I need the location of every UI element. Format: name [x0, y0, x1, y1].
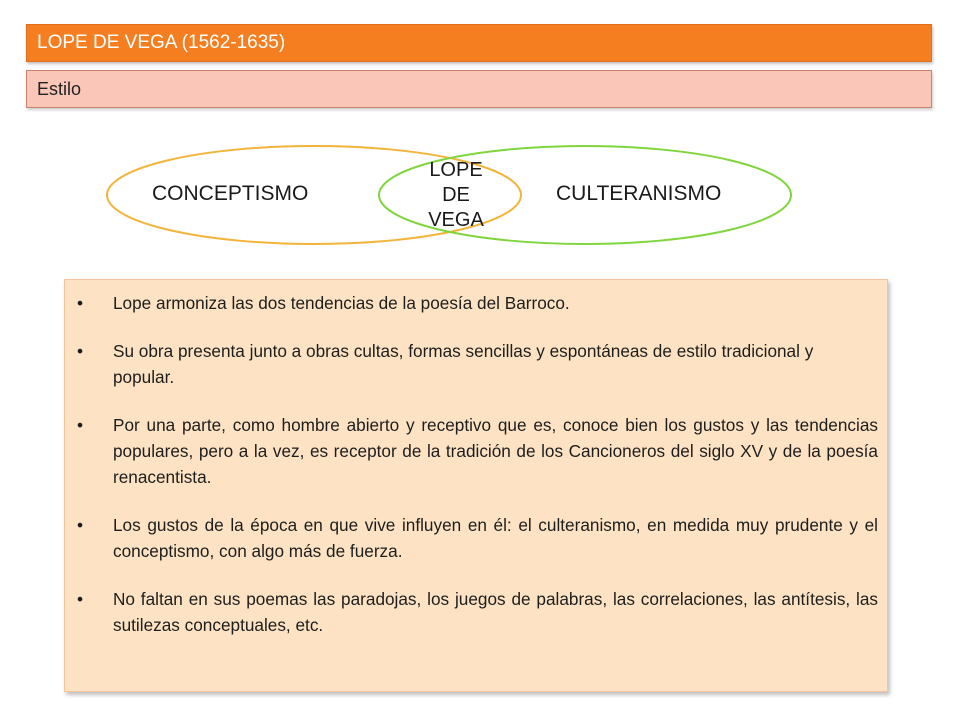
content-box: [64, 279, 888, 692]
slide-title: LOPE DE VEGA (1562-1635): [37, 32, 286, 53]
venn-center-label: [418, 158, 494, 233]
bullet-item: • Los gustos de la época en que vive influyen en él: el culteranismo, en medida muy prudente y el conceptismo, con algo más de fuerza.: [113, 512, 878, 564]
venn-left-label: CONCEPTISMO: [152, 182, 309, 205]
bullet-item: • Lope armoniza las dos tendencias de la poesía del Barroco.: [113, 290, 878, 316]
venn-center-line: LOPE: [429, 159, 483, 181]
slide-subtitle: Estilo: [37, 78, 82, 99]
bullet-item: • Por una parte, como hombre abierto y receptivo que es, conoce bien los gustos y las tendencias populares, pero a la vez, es receptor de la tradición de los Cancioneros del siglo XV y de la poesía renacentista.: [113, 412, 878, 490]
venn-center-line: VEGA: [428, 209, 484, 231]
bullet-item: • Su obra presenta junto a obras cultas, formas sencillas y espontáneas de estilo tradicional y popular.: [113, 338, 878, 390]
bullet-list: [65, 280, 887, 638]
venn-center-line: DE: [442, 184, 470, 206]
bullet-item: • No faltan en sus poemas las paradojas, los juegos de palabras, las correlaciones, las antítesis, las sutilezas conceptuales, etc.: [113, 586, 878, 638]
venn-right-label: CULTERANISMO: [556, 182, 722, 205]
